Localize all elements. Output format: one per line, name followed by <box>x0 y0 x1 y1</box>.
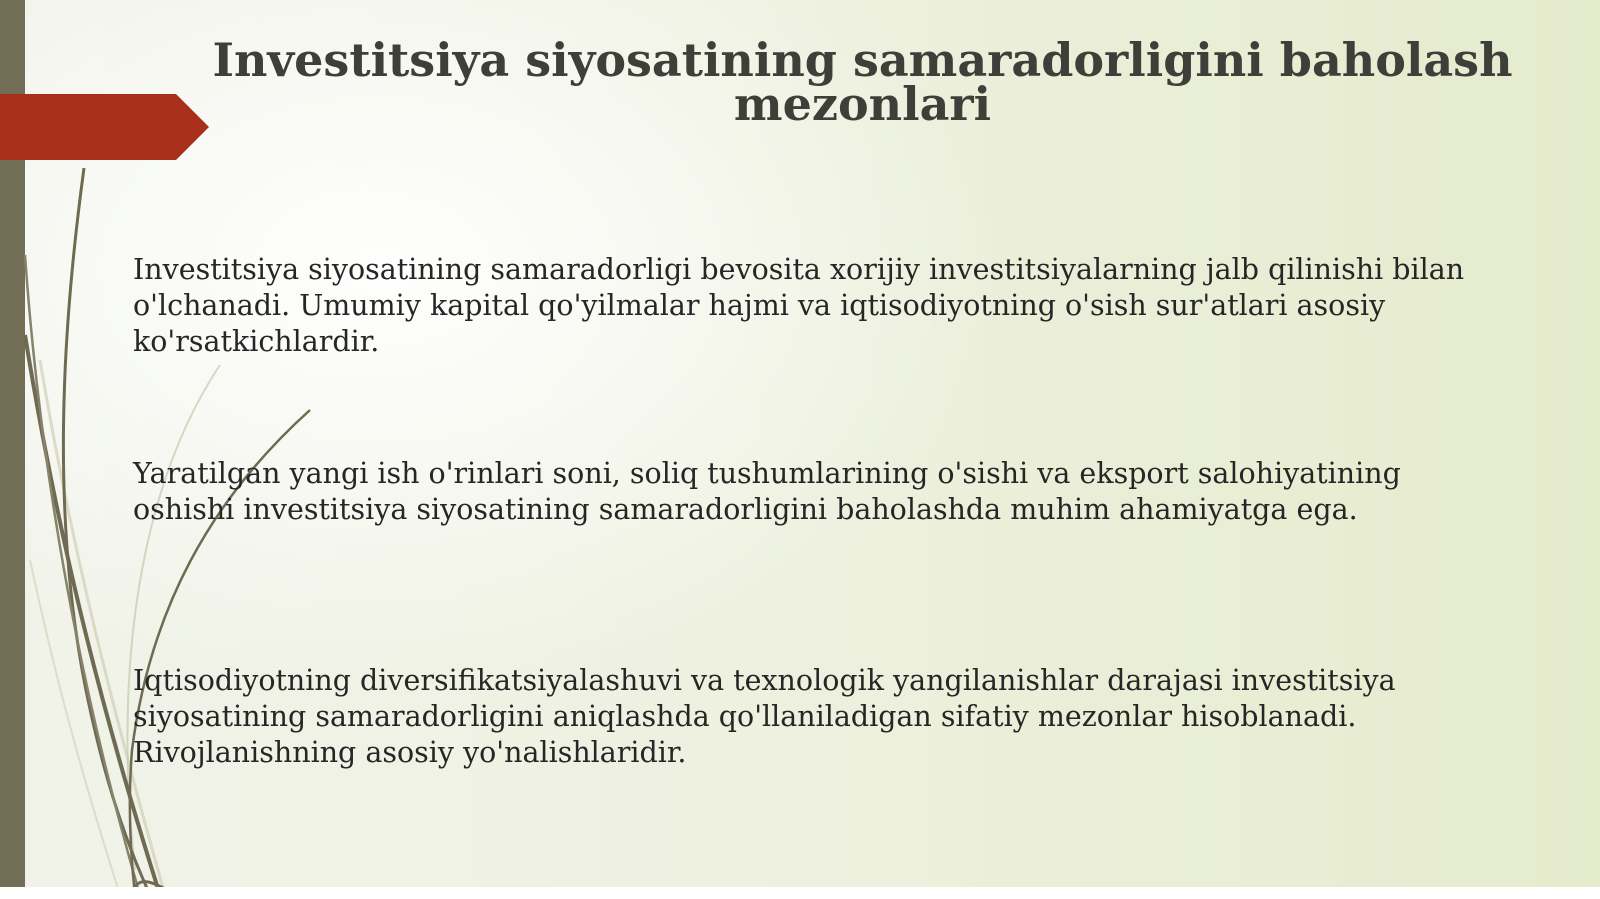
slide-title: Investitsiya siyosatining samaradorligini baholash mezonlari <box>212 33 1513 131</box>
paragraph-2: Yaratilgan yangi ish o'rinlari soni, soliq tushumlarining o'sishi va eksport salohiyatining oshishi investitsiya siyosatining samaradorligini baholashda muhim ahamiyatga ega. <box>133 457 1401 526</box>
left-sidebar-bar <box>0 0 25 899</box>
bottom-strip <box>0 887 1600 899</box>
paragraph-1: Investitsiya siyosatining samaradorligi bevosita xorijiy investitsiyalarning jalb qilinishi bilan o'lchanadi. Umumiy kapital qo'yilmalar hajmi va iqtisodiyotning o'sish sur'atlari asosiy ko'rsatkichlardir. <box>133 253 1465 358</box>
paragraph-3: Iqtisodiyotning diversifikatsiyalashuvi va texnologik yangilanishlar darajasi investitsiya siyosatining samaradorligini aniqlashda qo'llaniladigan sifatiy mezonlar hisoblanadi. Rivojlanishning asosiy yo'nalishlaridir. <box>133 664 1396 769</box>
